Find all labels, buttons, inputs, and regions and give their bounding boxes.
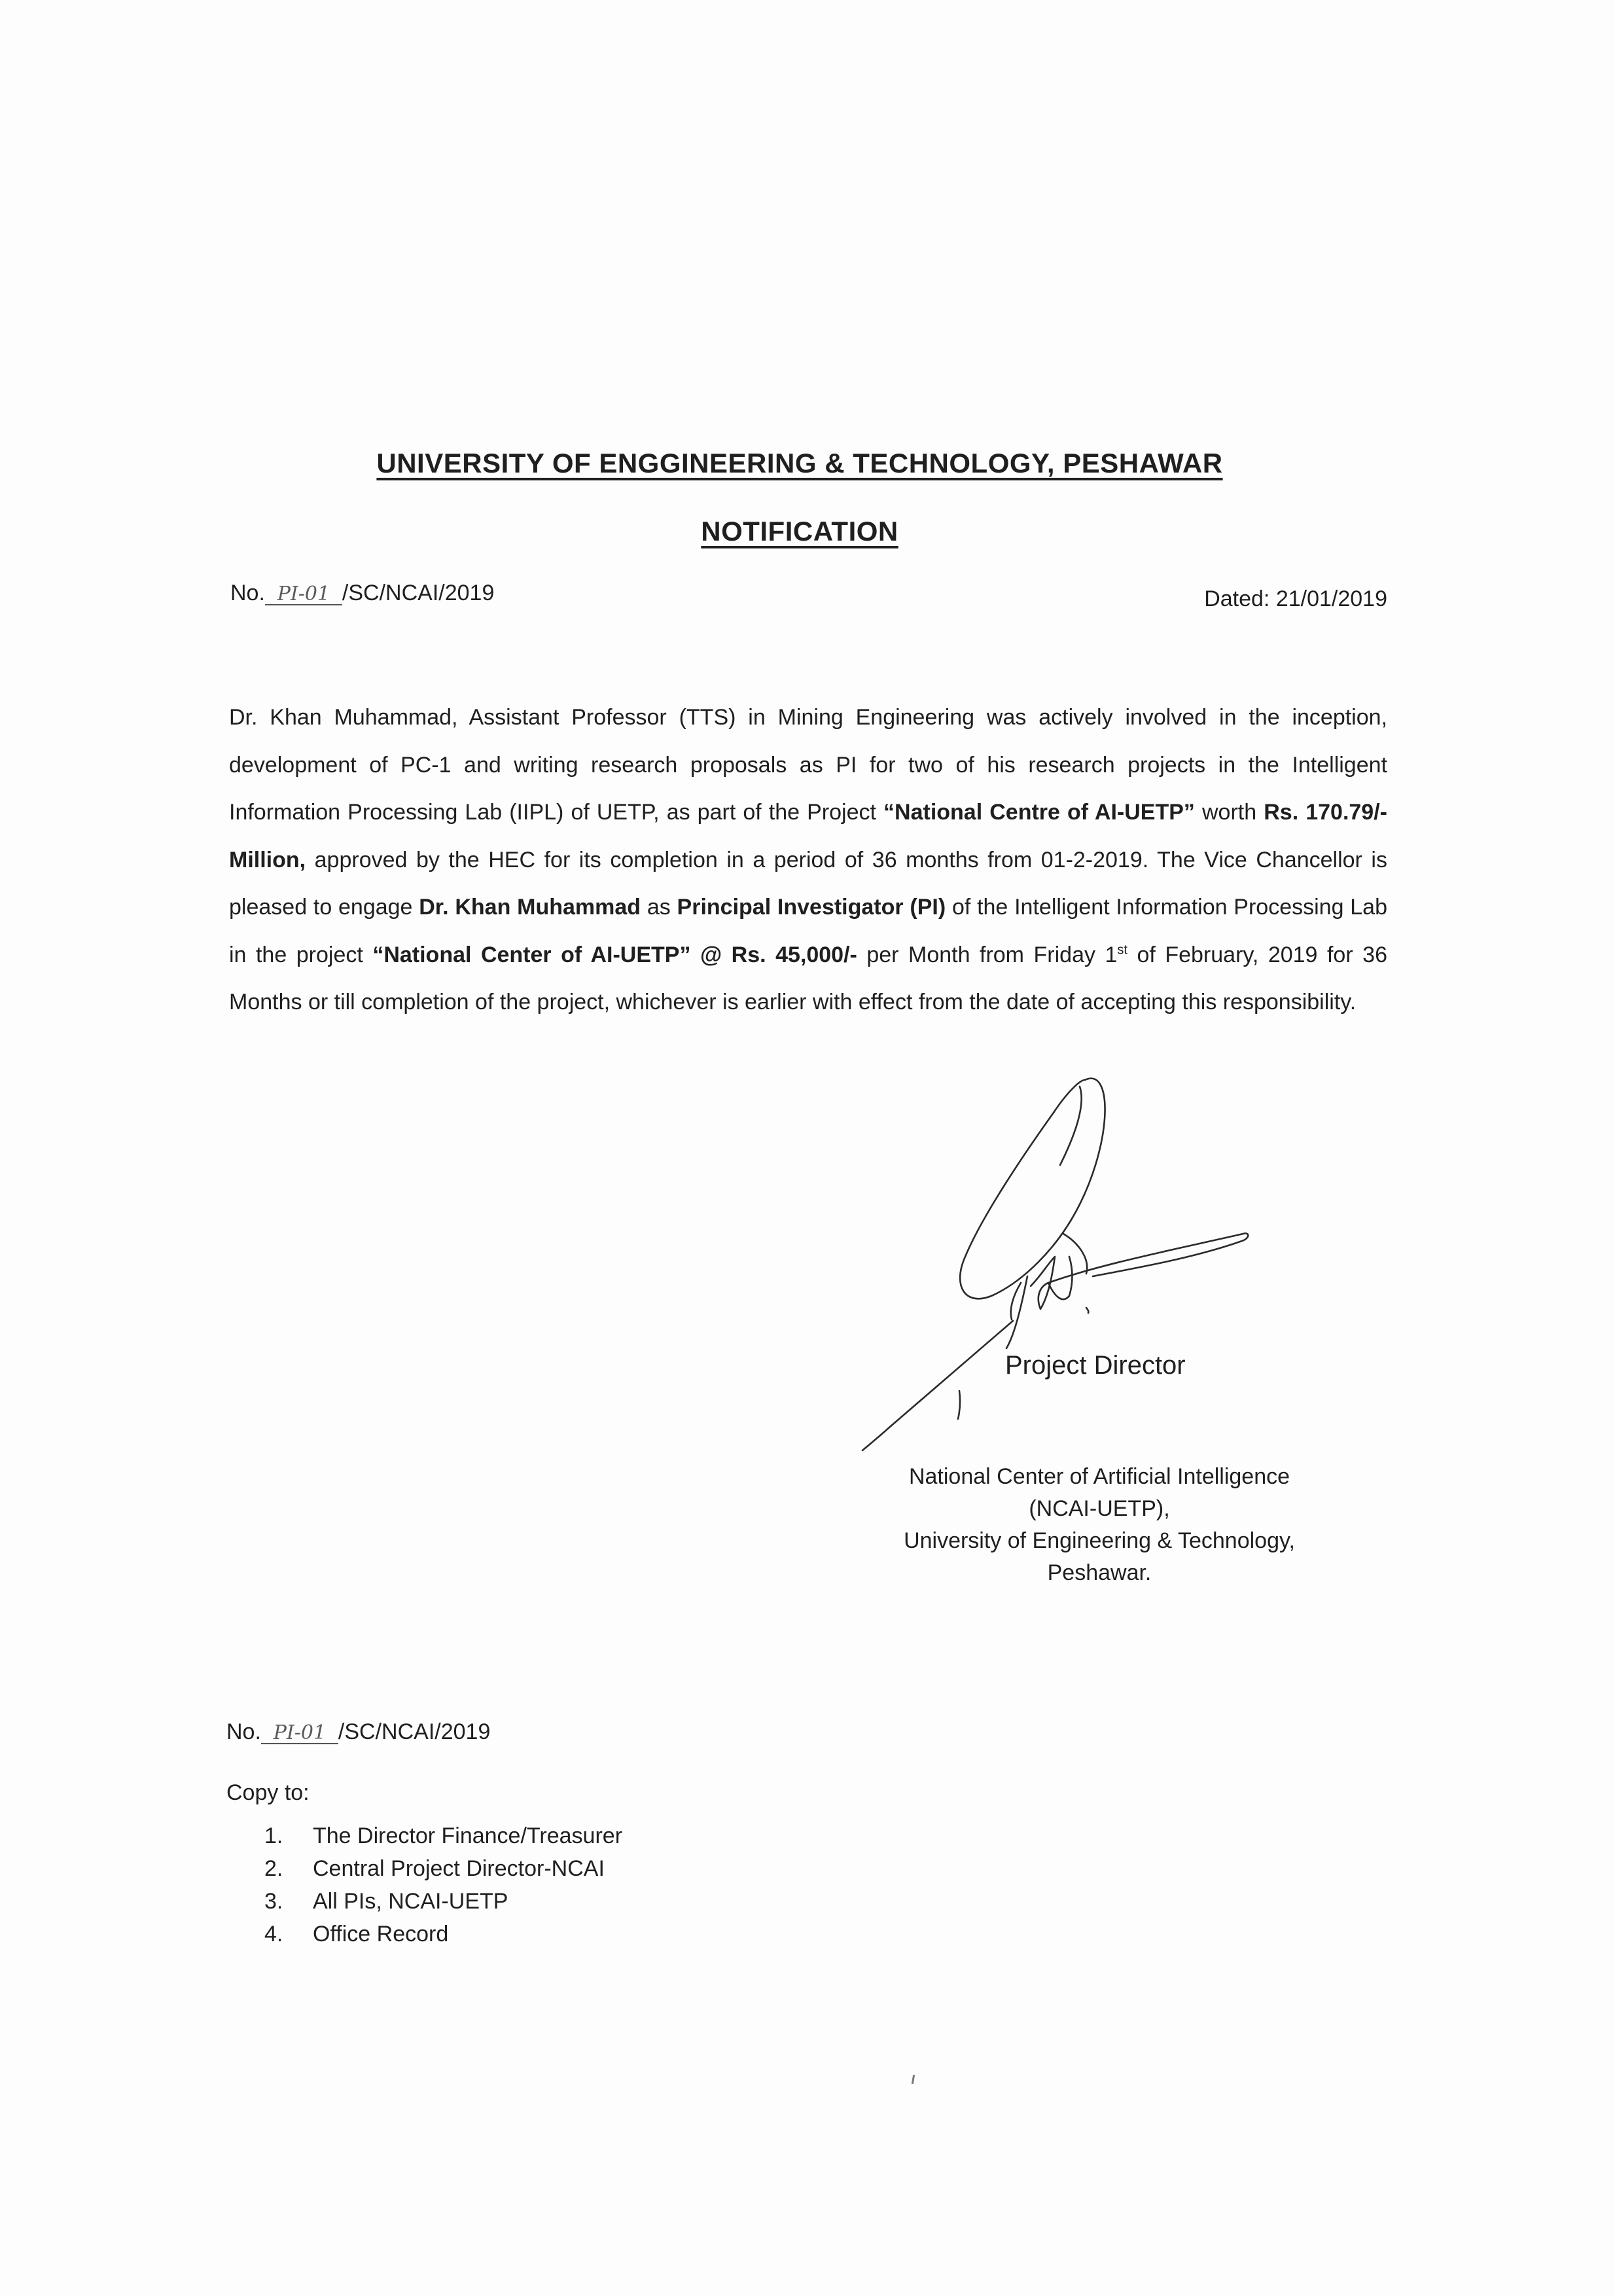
copy-item-text: All PIs, NCAI-UETP [313,1889,508,1914]
copy-reference-suffix: /SC/NCAI/2019 [338,1719,491,1744]
reference-number [230,581,494,606]
copy-list [264,1820,622,1950]
copy-item-number: 4. [264,1922,283,1946]
body-text-3: approved by the HEC for its completion in a period of 36 months from 01-2-2019. The Vice Chancellor is pleased to engage [229,847,1387,920]
body-text-5: of the Intelligent Information Processing Lab in the project [229,895,1387,967]
handwritten-reference: PI-01 [265,584,342,605]
copy-item-text: Office Record [313,1922,449,1946]
reference-prefix: No. [230,581,265,605]
reference-suffix: /SC/NCAI/2019 [342,581,495,605]
copy-list-item [264,1918,622,1950]
body-bold-amount: Rs. 170.79/- Million, [229,800,1387,872]
handwritten-signature [805,1060,1276,1466]
body-text-2: worth [1194,800,1264,825]
copy-reference-number [226,1719,490,1745]
body-text-7: of February, 2019 for 36 Months or till completion of the project, whichever is earlier with effect from the date of accepting this responsibility. [229,942,1387,1014]
signer-address [838,1461,1361,1589]
signer-line-1: National Center of Artificial Intelligence [908,1464,1290,1489]
copy-item-number: 1. [264,1823,283,1848]
copy-list-item [264,1852,622,1885]
copy-item-text: Central Project Director-NCAI [313,1856,605,1881]
notification-heading: NOTIFICATION [701,516,898,547]
body-bold-project: “National Centre of AI-UETP” [883,800,1195,825]
copy-to-label: Copy to: [226,1780,310,1805]
scan-speck [912,2075,915,2084]
body-bold-role: Principal Investigator (PI) [677,895,946,920]
copy-item-number: 2. [264,1856,283,1881]
copy-item-number: 3. [264,1889,283,1914]
body-text-6: per Month from Friday 1 [857,942,1118,967]
copy-list-item [264,1820,622,1852]
university-heading: UNIVERSITY OF ENGGINEERING & TECHNOLOGY, PESHAWAR [376,448,1223,478]
notification-body [229,694,1387,1026]
body-text-4: as [641,895,677,920]
body-text-1: Dr. Khan Muhammad, Assistant Professor (TTS) in Mining Engineering was actively involved in the inception, development of PC-1 and writing research proposals as PI for two of his research projects in the Intelligent Information Processing Lab (IIPL) of UETP, as part of the Project [229,705,1387,825]
copy-item-text: The Director Finance/Treasurer [313,1823,623,1848]
signer-line-3: University of Engineering & Technology, [904,1528,1295,1553]
copy-handwritten-reference: PI-01 [261,1723,338,1744]
signer-title: Project Director [1005,1351,1186,1380]
body-bold-salary: “National Center of AI-UETP” @ Rs. 45,000/- [372,942,857,967]
signer-line-2: (NCAI-UETP), [1029,1496,1170,1521]
body-bold-name: Dr. Khan Muhammad [419,895,641,920]
signer-line-4: Peshawar. [1047,1560,1152,1585]
copy-reference-prefix: No. [226,1719,261,1744]
body-superscript: st [1117,942,1127,958]
date-line: Dated: 21/01/2019 [1204,586,1387,611]
copy-list-item [264,1885,622,1918]
